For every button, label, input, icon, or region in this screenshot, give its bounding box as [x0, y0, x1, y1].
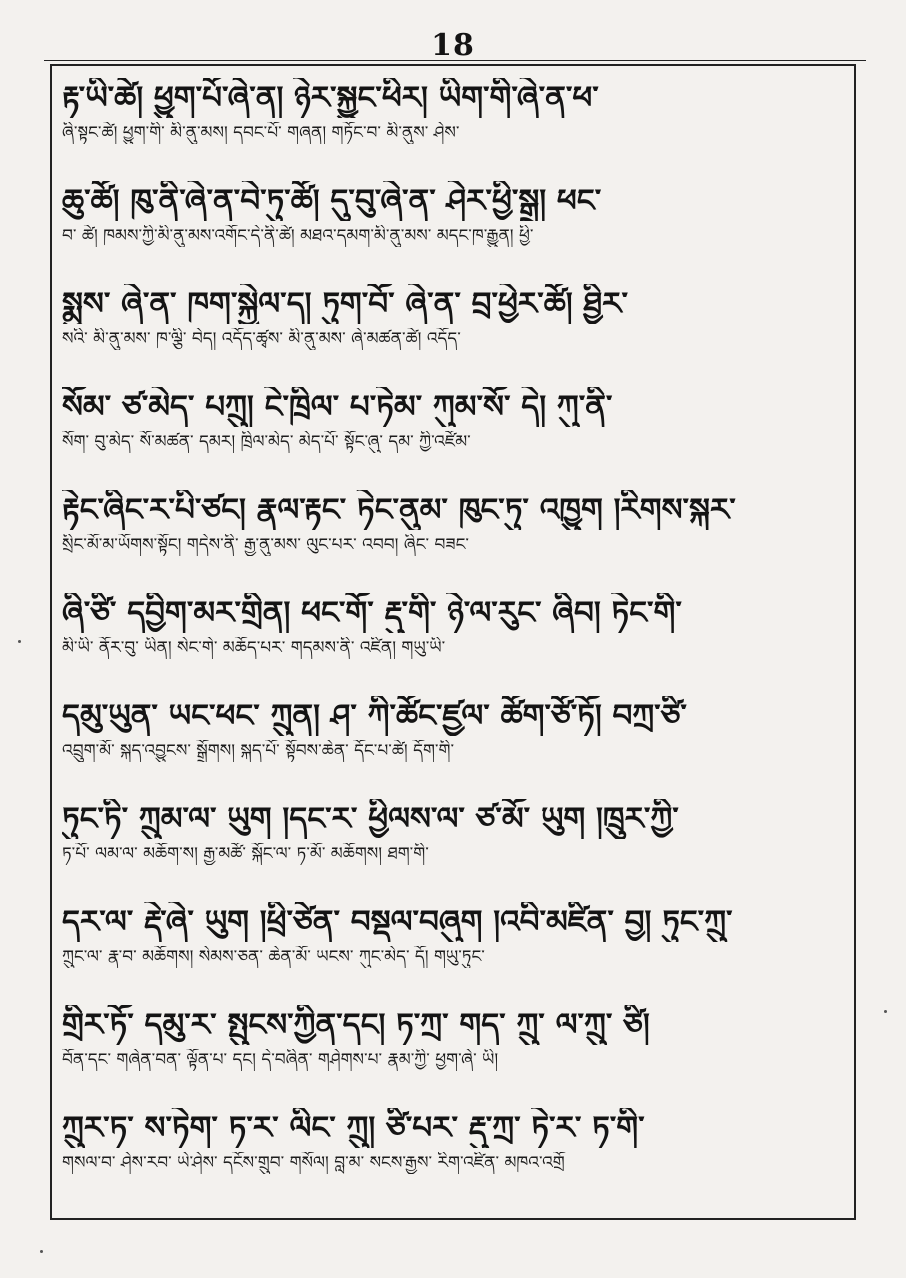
main-text-line: སོམ་ ཙ་མེད་ པཀྲུ། ངེ་ཁྲིལ་ པ་ཏེམ་ ཀུམ་སོ་ དེ། ཀུ་ནི་ [62, 389, 613, 425]
text-row [52, 387, 854, 490]
text-row [52, 902, 854, 1005]
main-text-line: སྨུས་ ཞེ་ན་ ཁག་སྐྱེལ་ད། ཏུག་བོ་ ཞེ་ན་ བྲ་ཕྱེར་ཚོ། ཐྱིར་ [62, 286, 628, 322]
main-text-line: ཞི་ཙི་ དབྱིག་མར་གྲིན། ཕང་གོ་ རྡུ་གི་ ཉེ་ལ་རུང་ ཞིབ། ཏེང་གི་ [62, 595, 682, 631]
gloss-text-line: སའི་ མི་ནུ་མས་ ཁ་ལྕི་ བེད། འདོད་ཚྭས་ མི་ནུ་མས་ ཞེ་མཚན་ཚེ། འདོད་ [62, 329, 461, 349]
main-text-line: ཏུང་ཏི་ ཀྲུམ་ལ་ ཡུག །དང་ར་ ཕྱིལས་ལ་ ཙ་མོ་ ཡུག །ཁྲུར་ཀྱི་ [62, 801, 679, 837]
text-row [52, 696, 854, 799]
scan-speck [40, 1250, 43, 1253]
gloss-text-line: འབྲུག་མོ་ སྐད་འབྱུངས་ སྒྲོགས། སྐད་པོ་ སྟོབས་ཆེན་ དོང་པ་ཚེ། དོག་གི་ [62, 741, 455, 761]
scan-speck [884, 1010, 887, 1013]
gloss-text-line: སྲིང་མོ་མ་ཡོགས་སྟོང། གདེས་ནི་ རྒྱ་ནུ་མས་ ལུང་པར་ འབབ། ཞིང་ བཟང་ [62, 535, 469, 555]
text-row [52, 490, 854, 593]
text-row [52, 1108, 854, 1211]
main-text-line: ཆུ་ཚོ། ཁུ་ནི་ཞེ་ན་བེ་ཏུ་ཚོ། དུ་བུ་ཞེ་ན་ ཤེར་ཕྱི་སྒྲ། ཕང་ [62, 183, 602, 219]
main-text-line: དར་ལ་ རྡེ་ཞེ་ ཡུག །ཕྲི་ཙེན་ བསྡལ་བཞུག །འབི་མཛིན་ བྱ། ཏུང་ཀྲུ་ [62, 904, 733, 940]
gloss-text-line: མི་ཡི་ ནོར་བུ་ ཡིན། སེང་གེ་ མཆོད་པར་ གདམས་ནི་ འཛིན། གཡུ་ཡི་ [62, 638, 446, 658]
text-frame [50, 64, 856, 1220]
page-number: 18 [431, 28, 475, 63]
gloss-text-line: སོག་ བུ་མེད་ སོ་མཚན་ དམར། ཁྲིལ་མེད་ མེད་པོ་ སྟོང་ཞུ་ དམ་ ཀྱི་འཛོམ་ [62, 432, 471, 452]
text-row [52, 1005, 854, 1108]
scan-speck [18, 640, 21, 643]
main-text-line: རྟེང་ཞིང་ར་པི་ཙང། རྣལ་རྟང་ ཏེང་ནུམ་ ཁུང་ཏུ་ འཁྱུག །རིགས་སྐར་ [62, 492, 736, 528]
gloss-text-line: བ་ ཚེ། ཁམས་ཀྱི་མི་ནུ་མས་འགོང་དེ་ནི་ཚེ། མཐའ་དམག་མི་ནུ་མས་ མདང་ཁ་རྒྱུན། ཕྱི་ [62, 226, 534, 246]
gloss-text-line: ཏ་པོ་ ལམ་ལ་ མཆོག་ས། རྒྱ་མཚོ་ སྐོང་ལ་ ཏ་མོ་ མཆོགས། ཐག་གི་ [62, 844, 429, 864]
text-rows [52, 78, 854, 1211]
main-text-line: རྟ་ཡི་ཚེ། ཕྱུག་པོ་ཞེ་ན། ཉེར་སྐྱུང་ཕིར། ཡིག་གི་ཞེ་ན་ཕ་ [62, 80, 599, 116]
text-row [52, 799, 854, 902]
text-row [52, 78, 854, 181]
text-row [52, 593, 854, 696]
gloss-text-line: གསལ་བ་ ཤེས་རབ་ ཡེ་ཤེས་ དངོས་གྲུབ་ གསོལ། བླ་མ་ སངས་རྒྱས་ རིག་འཛིན་ མཁའ་འགྲོ [62, 1153, 565, 1173]
gloss-text-line: བོན་དང་ གཞེན་བན་ ལྟོན་པ་ དང། དེ་བཞིན་ གཤེགས་པ་ རྣམ་ཀྱི་ ཕྱག་ཞེ་ ཡི། [62, 1050, 499, 1070]
main-text-line: ཀྲུར་ཏ་ ས་ཏེག་ ཏ་ར་ ལིང་ ཀྲུ། ཙི་པར་ རྡུ་ཀྲ་ ཏེ་ར་ ཏ་གི་ [62, 1110, 645, 1146]
gloss-text-line: ཞི་སྟང་ཚེ། ཕྱུག་གི་ མི་ནུ་མས། དབང་པོ་ གཞན། གཏོང་བ་ མི་ནུས་ ཤེས་ [62, 123, 460, 143]
main-text-line: དམུ་ཡུན་ ཡང་ཕང་ ཀྲུན། ཤ་ ཀི་ཚོང་ཛྱལ་ ཚོག་ཙོ་ཏོ། བཀྲ་ཙི་ [62, 698, 687, 734]
text-row [52, 284, 854, 387]
gloss-text-line: ཀྲུང་ལ་ རྣ་བ་ མཆོགས། སེམས་ཅན་ ཆེན་མོ་ ཡངས་ ཀུང་མེད་ དོ། གཡུ་ཏུང་ [62, 947, 485, 967]
main-text-line: གྲིར་ཏོ་ དམུ་ར་ སྤུངས་ཀྱིན་དང། ཏ་ཀྲ་ གད་ ཀྲུ་ ལ་ཀྲུ་ ཙི། [62, 1007, 650, 1043]
text-row [52, 181, 854, 284]
